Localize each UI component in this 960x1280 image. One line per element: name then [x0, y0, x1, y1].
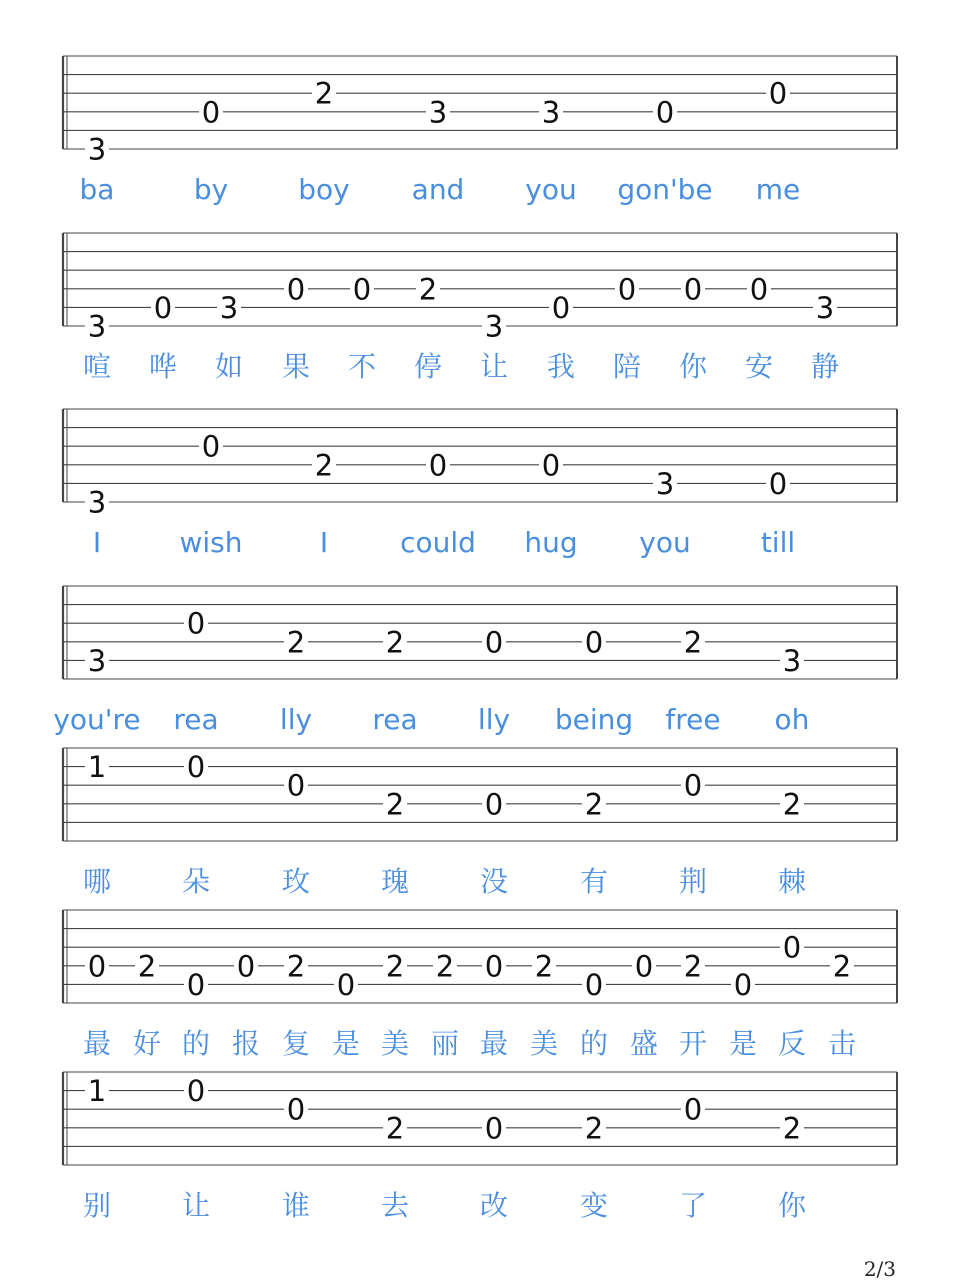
fret-number: 0: [352, 272, 372, 307]
lyric-syllable: 美: [529, 1027, 559, 1060]
fret-number: 0: [782, 930, 802, 965]
fret-number: 2: [584, 1111, 604, 1146]
fret-number: 0: [749, 272, 769, 307]
tab-staff: [63, 1072, 897, 1222]
lyric-syllable: 玫: [281, 865, 311, 898]
lyric-syllable: and: [411, 173, 465, 206]
lyric-syllable: 去: [380, 1189, 410, 1222]
fret-number: 0: [201, 95, 221, 130]
fret-number: 3: [484, 309, 504, 344]
lyric-syllable: 是: [728, 1027, 758, 1060]
lyric-syllable: 最: [82, 1027, 112, 1060]
fret-number: 0: [541, 448, 561, 483]
fret-number: 2: [137, 949, 157, 984]
lyric-syllable: you: [525, 173, 577, 206]
lyric-syllable: I: [92, 526, 102, 559]
lyric-syllable: boy: [298, 173, 350, 206]
lyric-syllable: oh: [774, 703, 810, 736]
fret-number: 0: [186, 606, 206, 641]
fret-number: 2: [584, 787, 604, 822]
fret-number: 2: [683, 949, 703, 984]
fret-number: 3: [219, 290, 239, 325]
fret-number: 0: [428, 448, 448, 483]
lyric-syllable: 是: [331, 1027, 361, 1060]
lyric-syllable: 我: [546, 350, 576, 383]
lyric-syllable: 美: [380, 1027, 410, 1060]
lyric-syllable: lly: [279, 703, 313, 736]
lyric-syllable: me: [755, 173, 801, 206]
fret-number: 2: [683, 625, 703, 660]
fret-number: 0: [236, 949, 256, 984]
lyric-syllable: 的: [579, 1027, 609, 1060]
lyric-syllable: 最: [479, 1027, 509, 1060]
fret-number: 0: [634, 949, 654, 984]
tab-staff: [63, 233, 897, 383]
fret-number: 3: [87, 132, 107, 167]
lyric-syllable: 有: [579, 865, 609, 898]
fret-number: 2: [832, 949, 852, 984]
lyric-syllable: 击: [827, 1027, 857, 1060]
lyric-syllable: 改: [479, 1189, 509, 1222]
lyric-syllable: 反: [777, 1027, 807, 1060]
tab-staff: [63, 748, 897, 898]
fret-number: 0: [683, 1092, 703, 1127]
fret-number: 0: [201, 429, 221, 464]
tab-staff: [53, 586, 897, 736]
fret-number: 3: [87, 309, 107, 344]
fret-number: 3: [655, 466, 675, 501]
page-number: 2/3: [863, 1257, 896, 1280]
lyric-syllable: 别: [82, 1189, 112, 1222]
fret-number: 2: [314, 448, 334, 483]
lyric-syllable: 如: [214, 350, 244, 383]
fret-number: 2: [385, 625, 405, 660]
lyric-syllable: by: [193, 173, 229, 206]
fret-number: 3: [87, 643, 107, 678]
lyric-syllable: gon'be: [617, 173, 713, 206]
fret-number: 0: [186, 750, 206, 785]
lyric-syllable: 报: [231, 1027, 261, 1060]
lyric-syllable: 复: [281, 1027, 311, 1060]
lyric-syllable: 哪: [82, 865, 112, 898]
lyric-syllable: 了: [678, 1189, 708, 1222]
fret-number: 3: [428, 95, 448, 130]
fret-number: 0: [286, 768, 306, 803]
lyric-syllable: 好: [132, 1027, 162, 1060]
tab-staff: [63, 56, 897, 206]
tab-staff: [63, 409, 897, 559]
fret-number: 1: [87, 750, 107, 785]
fret-number: 3: [541, 95, 561, 130]
lyric-syllable: lly: [477, 703, 511, 736]
fret-number: 0: [551, 290, 571, 325]
lyric-syllable: wish: [179, 526, 243, 559]
fret-number: 3: [782, 643, 802, 678]
fret-number: 2: [435, 949, 455, 984]
fret-number: 2: [782, 787, 802, 822]
lyric-syllable: free: [665, 703, 721, 736]
lyric-syllable: 陪: [612, 350, 642, 383]
lyric-syllable: 的: [181, 1027, 211, 1060]
fret-number: 2: [385, 1111, 405, 1146]
fret-number: 0: [768, 76, 788, 111]
lyric-syllable: hug: [524, 526, 578, 559]
fret-number: 0: [336, 967, 356, 1002]
fret-number: 0: [484, 1111, 504, 1146]
fret-number: 2: [534, 949, 554, 984]
lyric-syllable: 哗: [148, 350, 178, 383]
fret-number: 0: [186, 967, 206, 1002]
fret-number: 0: [484, 787, 504, 822]
lyric-syllable: 变: [579, 1189, 609, 1222]
lyric-syllable: rea: [173, 703, 219, 736]
fret-number: 3: [87, 485, 107, 520]
lyric-syllable: 盛: [629, 1027, 659, 1060]
lyric-syllable: 果: [281, 350, 311, 383]
fret-number: 0: [484, 625, 504, 660]
lyric-syllable: 棘: [777, 865, 807, 898]
fret-number: 0: [683, 272, 703, 307]
lyric-syllable: 丽: [430, 1027, 460, 1060]
lyric-syllable: 你: [678, 350, 708, 383]
lyric-syllable: you: [639, 526, 691, 559]
lyric-syllable: 安: [744, 350, 774, 383]
fret-number: 0: [186, 1074, 206, 1109]
lyric-syllable: 你: [777, 1189, 807, 1222]
lyric-syllable: 让: [181, 1189, 211, 1222]
lyric-syllable: 荆: [678, 865, 708, 898]
fret-number: 2: [385, 787, 405, 822]
fret-number: 0: [153, 290, 173, 325]
fret-number: 0: [87, 949, 107, 984]
fret-number: 2: [286, 625, 306, 660]
fret-number: 2: [418, 272, 438, 307]
lyric-syllable: 瑰: [380, 865, 410, 898]
lyric-syllable: could: [400, 526, 476, 559]
fret-number: 0: [617, 272, 637, 307]
lyric-syllable: 朵: [181, 865, 211, 898]
fret-number: 0: [584, 967, 604, 1002]
lyric-syllable: 谁: [281, 1189, 311, 1222]
lyric-syllable: I: [319, 526, 329, 559]
fret-number: 0: [286, 272, 306, 307]
fret-number: 2: [314, 76, 334, 111]
fret-number: 0: [733, 967, 753, 1002]
fret-number: 0: [286, 1092, 306, 1127]
fret-number: 0: [584, 625, 604, 660]
fret-number: 0: [683, 768, 703, 803]
fret-number: 0: [768, 466, 788, 501]
fret-number: 1: [87, 1074, 107, 1109]
lyric-syllable: 停: [413, 350, 443, 383]
lyric-syllable: you're: [53, 703, 141, 736]
lyric-syllable: 静: [810, 350, 840, 383]
fret-number: 2: [385, 949, 405, 984]
lyric-syllable: being: [554, 703, 634, 736]
fret-number: 0: [484, 949, 504, 984]
fret-number: 2: [286, 949, 306, 984]
lyric-syllable: ba: [79, 173, 115, 206]
lyric-syllable: 让: [479, 350, 509, 383]
lyric-syllable: 喧: [82, 350, 112, 383]
fret-number: 2: [782, 1111, 802, 1146]
lyric-syllable: 开: [678, 1027, 708, 1060]
fret-number: 0: [655, 95, 675, 130]
lyric-syllable: 不: [347, 350, 377, 383]
tab-staff: [63, 910, 897, 1060]
fret-number: 3: [815, 290, 835, 325]
lyric-syllable: till: [760, 526, 796, 559]
lyric-syllable: 没: [479, 865, 509, 898]
lyric-syllable: rea: [372, 703, 418, 736]
